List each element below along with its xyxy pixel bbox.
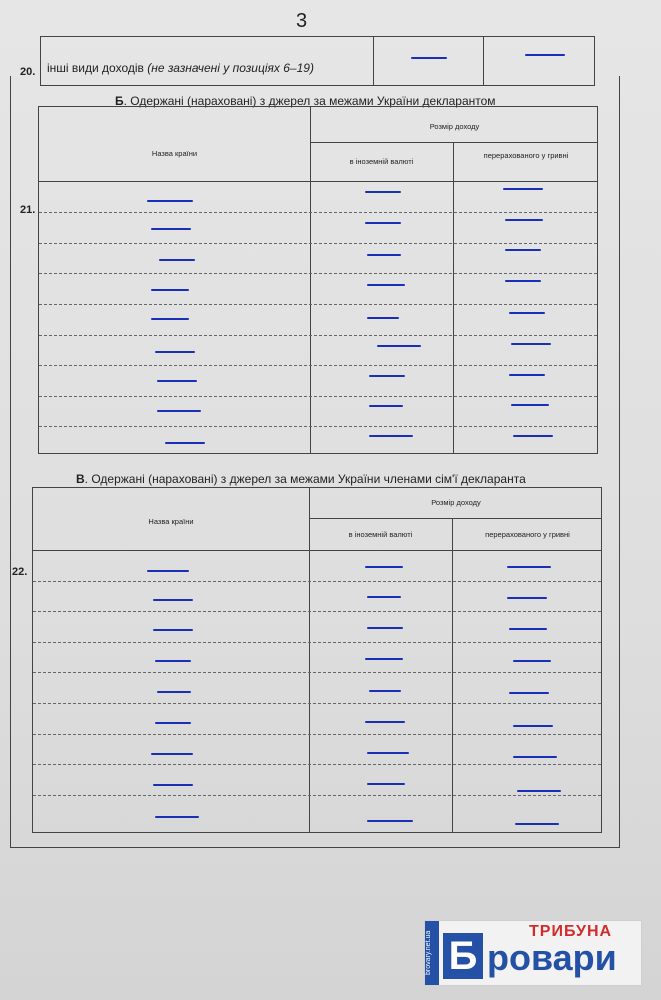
handwritten-dash [151,228,191,230]
handwritten-dash [147,200,193,202]
handwritten-dash [505,219,543,221]
row-divider [39,273,597,274]
handwritten-dash [505,280,541,282]
handwritten-dash [367,317,399,319]
section-b-table [38,106,598,454]
handwritten-dash [157,410,201,412]
col-amount-header: Розмір доходу [431,498,481,507]
row-divider [33,734,601,735]
handwritten-dash [155,351,195,353]
row-divider [39,365,597,366]
table-rule [33,550,601,551]
logo-initial: Б [443,933,483,979]
col-foreign-header: в іноземній валюті [349,157,414,166]
logo-site-text: brovary.net.ua [425,921,439,985]
handwritten-dash [509,312,545,314]
handwritten-dash [367,627,403,629]
table-rule [309,488,310,832]
handwritten-dash [367,254,401,256]
handwritten-dash [511,343,551,345]
handwritten-dash [151,318,189,320]
row-divider [33,581,601,582]
handwritten-dash [365,222,401,224]
row-divider [33,764,601,765]
table-rule [310,142,597,143]
row-divider [33,611,601,612]
handwritten-dash [153,629,193,631]
handwritten-dash [503,188,543,190]
handwritten-dash [155,816,199,818]
handwritten-dash [165,442,205,444]
handwritten-dash [365,721,405,723]
handwritten-dash [513,725,553,727]
table-rule [452,518,453,832]
handwritten-dash [507,566,551,568]
row-divider [39,304,597,305]
row-number-21: 21. [20,204,36,216]
handwritten-dash [367,284,405,286]
handwritten-dash [513,435,553,437]
col-country-header: Назва країни [151,149,198,158]
handwritten-dash [369,690,401,692]
section-b-title: Б. Одержані (нараховані) з джерел за межами України декларантом [115,94,496,108]
handwritten-dash [515,823,559,825]
row-divider [39,212,597,213]
handwritten-dash [411,57,447,59]
row20-label: інші види доходів (не зазначені у позиціях 6–19) [47,61,314,75]
section-v-table [32,487,602,833]
row-divider [39,335,597,336]
handwritten-dash [365,191,401,193]
table-rule [39,181,597,182]
handwritten-dash [159,259,195,261]
handwritten-dash [153,599,193,601]
handwritten-dash [513,660,551,662]
handwritten-dash [367,752,409,754]
row-divider [39,396,597,397]
handwritten-dash [517,790,561,792]
handwritten-dash [367,783,405,785]
row-divider [33,672,601,673]
handwritten-dash [525,54,565,56]
handwritten-dash [507,597,547,599]
handwritten-dash [155,722,191,724]
handwritten-dash [367,596,401,598]
row-divider [33,642,601,643]
col-uah-header: перерахованого у гривні [483,151,569,160]
handwritten-dash [369,405,403,407]
row-divider [39,243,597,244]
handwritten-dash [365,566,403,568]
table-rule [453,142,454,453]
row-divider [39,426,597,427]
logo-word: ровари [487,937,617,978]
col-country-header: Назва країни [148,517,194,526]
handwritten-dash [151,289,189,291]
handwritten-dash [157,691,191,693]
handwritten-dash [513,756,557,758]
handwritten-dash [509,692,549,694]
handwritten-dash [505,249,541,251]
col-uah-header: перерахованого у гривні [485,530,570,539]
handwritten-dash [151,753,193,755]
col-amount-header: Розмір доходу [429,122,480,131]
tribuna-brovary-logo [424,920,642,986]
handwritten-dash [157,380,197,382]
handwritten-dash [365,658,403,660]
table-rule [309,518,601,519]
handwritten-dash [511,404,549,406]
row-divider [33,703,601,704]
handwritten-dash [509,374,545,376]
handwritten-dash [153,784,193,786]
page-number: 3 [296,10,308,32]
handwritten-dash [509,628,547,630]
col-foreign-header: в іноземній валюті [348,530,413,539]
row-number-22: 22. [12,566,28,578]
handwritten-dash [367,820,413,822]
handwritten-dash [377,345,421,347]
handwritten-dash [155,660,191,662]
section-v-title: В. Одержані (нараховані) з джерел за межами України членами сім'ї декларанта [76,472,526,486]
handwritten-dash [369,375,405,377]
row-number-20: 20. [20,66,36,78]
handwritten-dash [369,435,413,437]
handwritten-dash [147,570,189,572]
row-divider [33,795,601,796]
logo-top-text: ТРИБУНА [529,923,613,940]
